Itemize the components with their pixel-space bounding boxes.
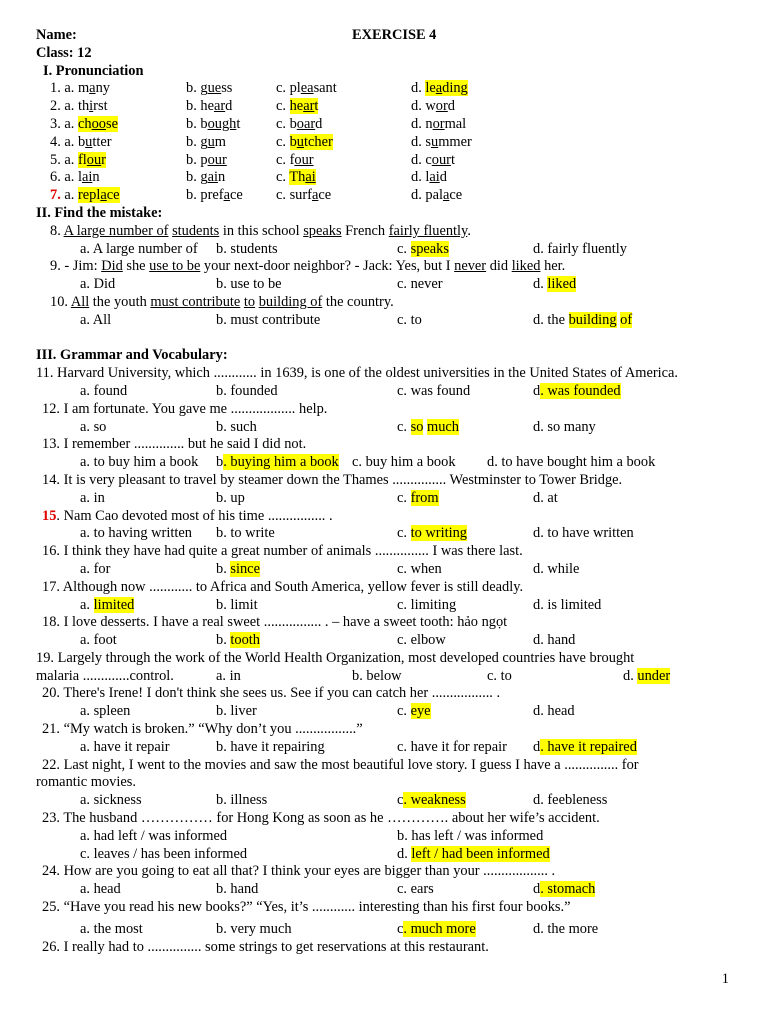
question-13: 13. I remember .............. but he said I did not. [42,436,307,453]
answer-highlight: from [410,489,439,506]
question-14: 14. It is very pleasant to travel by steamer down the Thames ............... Westminster to Tower Bridge. [42,471,623,488]
option-a[interactable]: a. found [80,382,128,399]
option-b[interactable]: b. must contribute [216,311,321,328]
answer-highlight: heart [289,98,319,115]
option-a[interactable]: a. limited [80,596,135,613]
options-row [36,881,726,899]
options-row [36,419,726,437]
option-b[interactable]: b. liver [216,703,257,720]
option-d[interactable]: d. so many [533,418,596,435]
question-number: 4. [50,133,65,150]
page-number: 1 [721,971,729,987]
option-d[interactable]: d. fairly fluently [533,240,627,257]
options-row [36,312,726,330]
option-c[interactable]: c. speaks [397,240,449,257]
answer-highlight: . stomach [540,881,596,898]
option-b[interactable]: b. very much [216,920,292,937]
question-15: 15. Nam Cao devoted most of his time ................ . [42,507,333,524]
option-c[interactable]: c. leaves / has been informed [80,845,248,862]
option-c[interactable]: c. elbow [397,632,446,649]
option-d[interactable]: d. laid [411,169,447,186]
options-row [36,632,726,650]
question-number: 3. [50,115,65,132]
question-number: 5. [50,151,65,168]
options-row [36,703,726,721]
section-heading: I. Pronunciation [43,62,144,79]
option-a[interactable]: a. so [80,418,107,435]
option-a[interactable]: a. had left / was informed [80,827,228,844]
question-9: 9. - Jim: Did she use to be your next-door neighbor? - Jack: Yes, but I never did liked her. [50,258,566,275]
question-number: 2. [50,98,65,115]
option-d[interactable]: d. liked [533,276,577,293]
pronunciation-row [36,187,726,205]
option-c[interactable]: c. so much [397,418,459,435]
pronunciation-row [36,80,726,98]
option-c[interactable]: c. to writing [397,525,467,542]
option-a[interactable]: a. to having written [80,525,192,542]
option-a[interactable]: a. spleen [80,703,131,720]
section-heading: III. Grammar and Vocabulary: [36,347,228,364]
option-a[interactable]: a. in [80,489,105,506]
option-d[interactable]: d. feebleness [533,792,608,809]
answer-highlight: building [568,311,617,328]
option-b[interactable]: b. students [216,240,278,257]
option-c[interactable]: c. board [276,115,323,132]
answer-highlight: speaks [410,240,449,257]
question-19-continuation: malaria .............control. [36,667,174,684]
answer-highlight: leading [425,80,468,97]
option-c[interactable]: c. have it for repair [397,738,507,755]
question-22: 22. Last night, I went to the movies and saw the most beautiful love story. I guess I have a ............... for [42,756,639,773]
option-b[interactable]: b. has left / was informed [397,827,544,844]
question-number-red: 15 [42,507,57,524]
option-c[interactable]: c. was found [397,382,471,399]
option-a[interactable]: a. to buy him a book [80,454,199,471]
option-b[interactable]: b. hand [216,881,259,898]
options-row [36,668,726,686]
option-d[interactable]: d. is limited [533,596,602,613]
options-row [36,828,726,846]
option-b[interactable]: b. preface [186,187,243,204]
pronunciation-row [36,98,726,116]
options-row [36,597,726,615]
answer-highlight: tooth [230,632,260,649]
pronunciation-row [36,152,726,170]
answer-highlight: . weakness [403,792,466,809]
option-b[interactable]: b. guess [186,80,233,97]
option-b[interactable]: b. limit [216,596,258,613]
question-23: 23. The husband …………… for Hong Kong as soon as he …………. about her wife’s accident. [42,810,600,827]
options-row [36,383,726,401]
option-b[interactable]: b. below [352,667,402,684]
option-d[interactable]: d. under [623,667,671,684]
option-b[interactable]: b. founded [216,382,278,399]
option-d[interactable]: d. leading [411,80,468,97]
option-c[interactable]: c. Thai [276,169,316,186]
option-b[interactable]: b. to write [216,525,275,542]
option-c[interactable]: c. much more [397,920,476,937]
option-b[interactable]: b. heard [186,98,233,115]
option-b[interactable]: b. pour [186,151,227,168]
question-20: 20. There's Irene! I don't think she sees us. See if you can catch her ................. . [42,685,501,702]
option-b[interactable]: b. tooth [216,632,260,649]
option-d[interactable]: d. head [533,703,575,720]
option-c[interactable]: c. buy him a book [352,454,456,471]
answer-highlight: flour [77,151,106,168]
question-22-continuation: romantic movies. [36,774,136,791]
option-b[interactable]: b. illness [216,792,268,809]
option-a[interactable]: a. have it repair [80,738,170,755]
answer-highlight: since [230,560,260,577]
answer-highlight: of [620,311,633,328]
question-24: 24. How are you going to eat all that? I think your eyes are bigger than your .................. . [42,863,556,880]
option-d[interactable]: d. have it repaired [533,738,637,755]
answer-highlight: . was founded [540,382,621,399]
option-d[interactable]: d. was founded [533,382,621,399]
option-a[interactable]: a. head [80,881,121,898]
option-c[interactable]: c. weakness [397,792,466,809]
answer-highlight: limited [93,596,135,613]
question-18: 18. I love desserts. I have a real sweet ................ . – have a sweet tooth: hảo ngọt [42,614,508,631]
option-a[interactable]: a. Did [80,276,116,293]
option-a[interactable]: a. the most [80,920,143,937]
option-d[interactable]: d. hand [533,632,576,649]
answer-highlight: much [427,418,459,435]
option-a[interactable]: 1. a. many [50,80,110,97]
option-d[interactable]: d. word [411,98,455,115]
option-d[interactable]: d. to have bought him a book [487,454,656,471]
pronunciation-row [36,169,726,187]
question-10: 10. All the youth must contribute to building of the country. [50,293,394,310]
option-d[interactable]: d. to have written [533,525,634,542]
option-a[interactable]: a. foot [80,632,117,649]
option-a[interactable]: a. sickness [80,792,142,809]
options-row [36,490,726,508]
option-c[interactable]: c. surface [276,187,332,204]
option-a[interactable]: 5. a. flour [50,151,106,168]
class-line [36,45,726,63]
option-d[interactable]: d. stomach [533,881,596,898]
option-b[interactable]: b. up [216,489,245,506]
question-17: 17. Although now ............ to Africa and South America, yellow fever is still deadly. [42,578,524,595]
options-row [36,561,726,579]
option-c[interactable]: c. limiting [397,596,457,613]
page-title: EXERCISE 4 [352,27,437,43]
option-b[interactable]: b. such [216,418,257,435]
option-b[interactable]: b. gain [186,169,226,186]
answer-highlight: replace [77,187,120,204]
option-a[interactable]: 6. a. lain [50,169,100,186]
option-d[interactable]: d. palace [411,187,463,204]
question-number: 7. [50,187,65,204]
option-a[interactable]: 3. a. choose [50,115,118,132]
option-b[interactable]: b. buying him a book [216,454,339,471]
answer-highlight: under [637,667,671,684]
exercise-sheet [36,27,726,956]
option-c[interactable]: c. to [397,311,422,328]
option-d[interactable]: d. the building of [533,311,633,328]
answer-highlight: eye [410,703,431,720]
answer-highlight: choose [77,115,118,132]
option-c[interactable]: c. four [276,151,314,168]
question-8: 8. A large number of students in this school speaks French fairly fluently. [50,222,471,239]
option-d[interactable]: d. summer [411,133,472,150]
answer-highlight: to writing [410,525,467,542]
options-row [36,921,726,939]
header-line [36,27,726,45]
option-b[interactable]: b. have it repairing [216,738,325,755]
option-a[interactable]: 4. a. butter [50,133,112,150]
option-c[interactable]: c. to [487,667,512,684]
question-12: 12. I am fortunate. You gave me .................. help. [42,400,328,417]
option-c[interactable]: c. ears [397,881,434,898]
answer-highlight: butcher [289,133,333,150]
class-label: Class: 12 [36,44,92,61]
question-19: 19. Largely through the work of the World Health Organization, most developed countries have brought [36,649,635,666]
pronunciation-row [36,134,726,152]
option-d[interactable]: d. the more [533,920,599,937]
question-26: 26. I really had to ............... some strings to get reservations at this restaurant. [42,938,489,955]
option-a[interactable]: a. A large number of [80,240,198,257]
option-b[interactable]: b. since [216,560,260,577]
answer-highlight: . buying him a book [223,454,339,471]
option-d[interactable]: d. while [533,560,580,577]
option-d[interactable]: d. normal [411,115,467,132]
option-a[interactable]: 7. a. replace [50,187,120,204]
options-row [36,454,726,472]
option-b[interactable]: b. bought [186,115,241,132]
answer-highlight: left / had been informed [411,845,550,862]
question-21: 21. “My watch is broken.” “Why don’t you .................” [42,721,363,738]
option-c[interactable]: c. from [397,489,439,506]
question-number: 6. [50,169,65,186]
question-11: 11. Harvard University, which ............ in 1639, is one of the oldest universities in the United States of America. [36,365,678,382]
section-heading: II. Find the mistake: [36,204,163,221]
question-16: 16. I think they have had quite a great number of animals ............... I was there last. [42,543,523,560]
option-b[interactable]: b. gum [186,133,226,150]
option-c[interactable]: c. never [397,276,443,293]
option-d[interactable]: d. at [533,489,558,506]
option-a[interactable]: a. in [216,667,241,684]
answer-highlight: Thai [289,169,316,186]
option-a[interactable]: a. for [80,560,111,577]
option-c[interactable]: c. butcher [276,133,333,150]
option-a[interactable]: a. All [80,311,112,328]
answer-highlight: liked [547,276,577,293]
options-row [36,792,726,810]
pronunciation-row [36,116,726,134]
name-label: Name: [36,27,77,43]
answer-highlight: . much more [403,920,476,937]
option-d[interactable]: d. left / had been informed [397,845,550,862]
question-25: 25. “Have you read his new books?” “Yes, it’s ............ interesting than his first four books.” [42,899,571,916]
option-c[interactable]: c. eye [397,703,431,720]
options-row [36,241,726,259]
options-row [36,739,726,757]
options-row [36,276,726,294]
option-b[interactable]: b. use to be [216,276,282,293]
option-c[interactable]: c. when [397,560,442,577]
option-d[interactable]: d. court [411,151,455,168]
options-row [36,846,726,864]
option-a[interactable]: 2. a. thirst [50,98,108,115]
question-number: 1. [50,80,65,97]
pronunciation-list [36,80,726,205]
options-row [36,525,726,543]
spacer [36,330,726,348]
option-c[interactable]: c. heart [276,98,319,115]
answer-highlight: . have it repaired [540,738,637,755]
answer-highlight: so [410,418,424,435]
option-c[interactable]: c. pleasant [276,80,337,97]
